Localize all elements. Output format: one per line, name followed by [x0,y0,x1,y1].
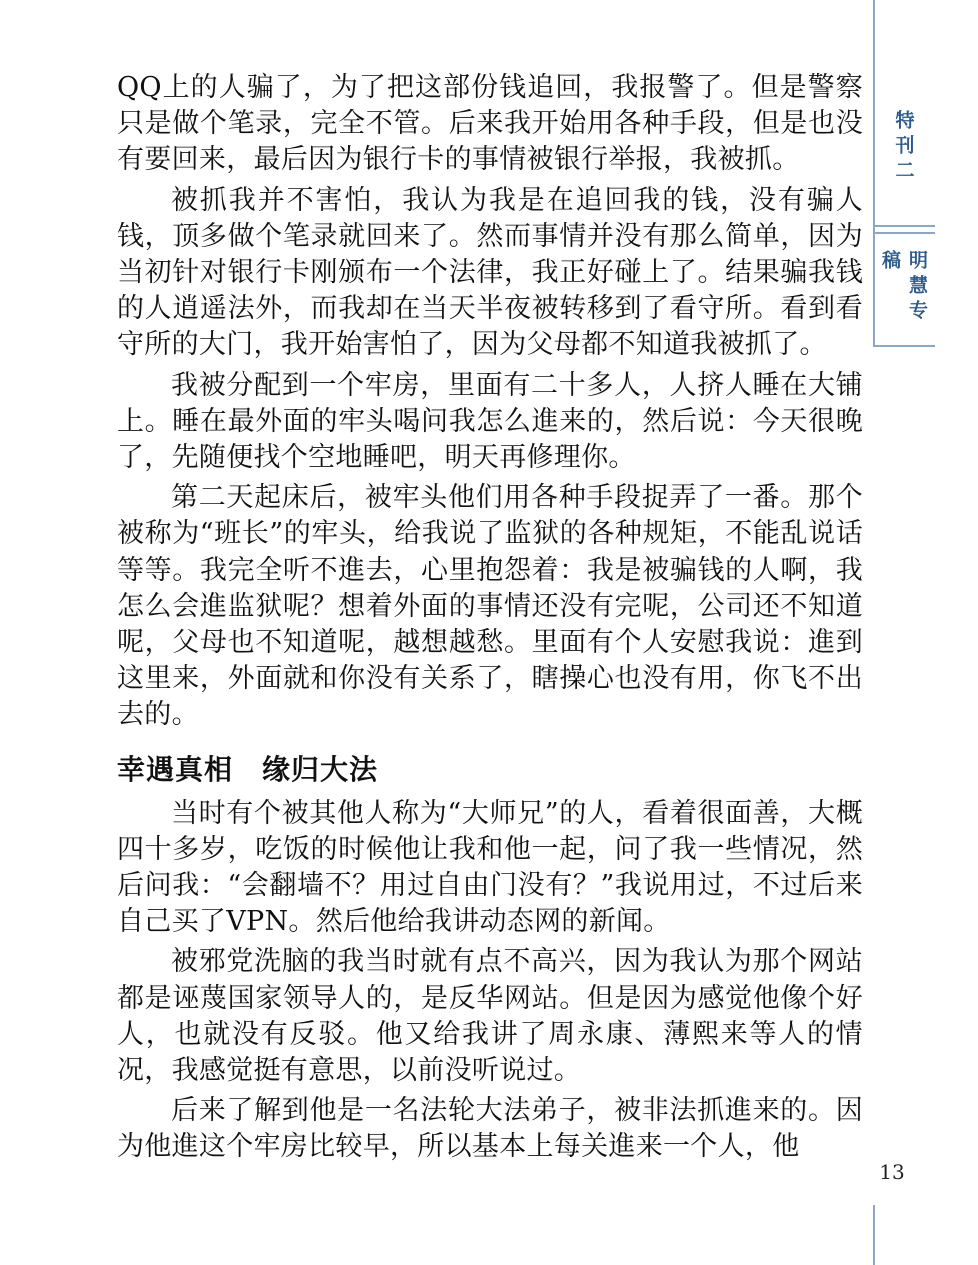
section-heading: 幸遇真相 缘归大法 [117,752,379,786]
paragraph-4: 第二天起床后，被牢头他们用各种手段捉弄了一番。那个被称为“班长”的牢头，给我说了监狱的各种规矩，不能乱说话等等。我完全听不進去，心里抱怨着：我是被骗钱的人啊，我怎么会進监狱呢？想着外面的事情还没有完呢，公司还不知道呢，父母也不知道呢，越想越愁。里面有个人安慰我说：進到这里来，外面就和你没有关系了，瞎操心也没有用，你飞不出去的。 [117,482,863,731]
article-body [117,70,863,1166]
sidebar-tab-separator-inner [873,232,935,234]
page-number: 13 [879,1160,905,1184]
tab-special-issue: 特刊二 [892,109,915,185]
paragraph-2: 被抓我并不害怕，我认为我是在追回我的钱，没有骗人钱，顶多做个笔录就回来了。然而事情并没有那么简单，因为当初针对银行卡刚颁布一个法律，我正好碰上了。结果骗我钱的人逍遥法外，而我却在当天半夜被转移到了看守所。看到看守所的大门，我开始害怕了，因为父母都不知道我被抓了。 [117,184,863,361]
sidebar-tab-bottom-edge [873,345,935,347]
paragraph-7: 后来了解到他是一名法轮大法弟子，被非法抓進来的。因为他進这个牢房比较早，所以基本上每关進来一个人，他 [117,1095,863,1163]
paragraph-1: QQ上的人骗了，为了把这部份钱追回，我报警了。但是警察只是做个笔录，完全不管。后来我开始用各种手段，但是也没有要回来，最后因为银行卡的事情被银行举报，我被抓。 [117,72,863,176]
paragraph-5: 当时有个被其他人称为“大师兄”的人，看着很面善，大概四十多岁，吃饭的时候他让我和他一起，问了我一些情况，然后问我：“会翻墙不？用过自由门没有？”我说用过，不过后来自己买了VPN。然后他给我讲动态网的新闻。 [117,797,863,938]
sidebar-column-tabs [873,0,935,1265]
sidebar-divider-line-bottom [873,1205,875,1265]
paragraph-6: 被邪党洗脑的我当时就有点不高兴，因为我认为那个网站都是诬蔑国家领导人的，是反华网站。但是因为感觉他像个好人，也就没有反驳。他又给我讲了周永康、薄熙来等人的情况，我感觉挺有意思，以前没听说过。 [117,946,863,1087]
paragraph-3: 我被分配到一个牢房，里面有二十多人，人挤人睡在大铺上。睡在最外面的牢头喝问我怎么進来的，然后说：今天很晚了，先随便找个空地睡吧，明天再修理你。 [117,369,863,474]
sidebar-tab-separator [873,225,935,227]
tab-minghui-column: 明慧专稿 [879,250,928,325]
